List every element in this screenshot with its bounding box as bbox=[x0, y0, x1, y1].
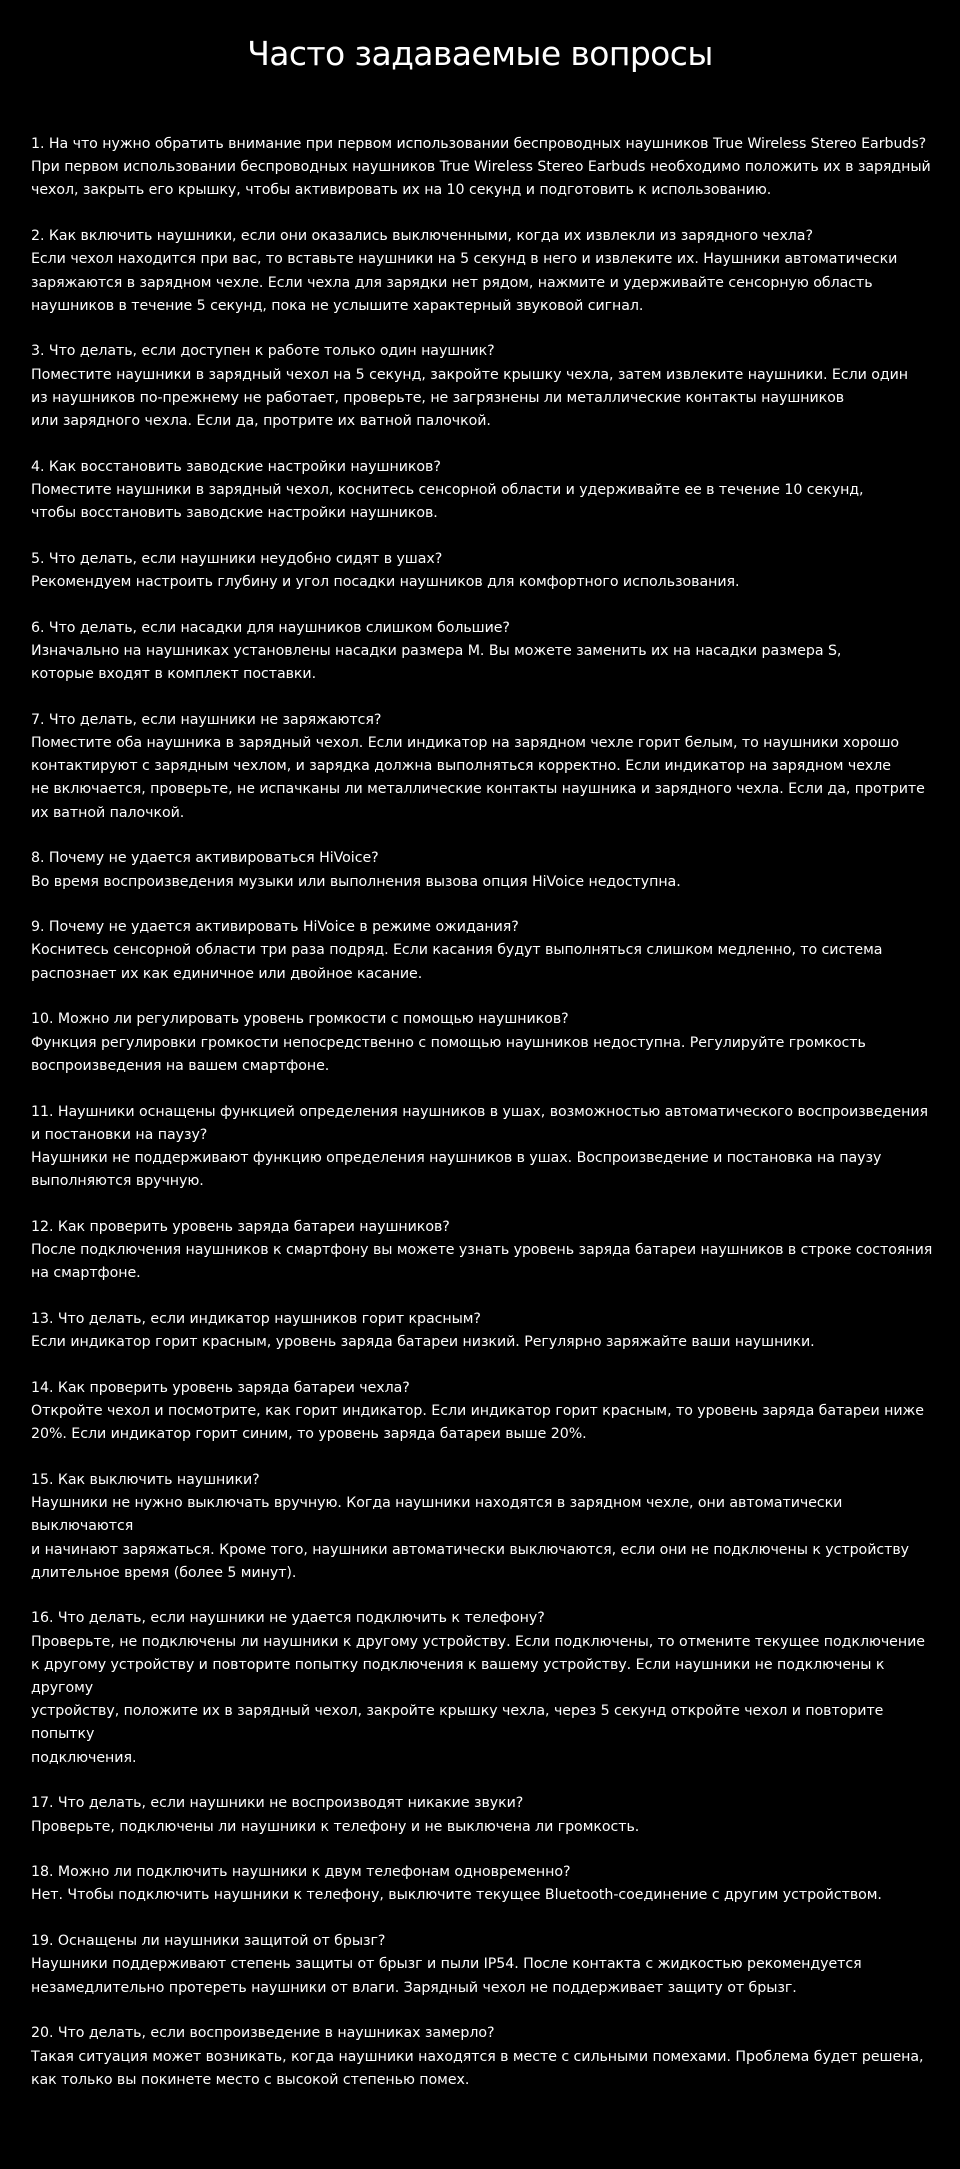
faq-item-18 bbox=[31, 1861, 946, 1907]
faq-answer: Функция регулировки громкости непосредственно с помощью наушников недоступна. Регулируйте громкость воспроизведения на вашем смартфоне. bbox=[31, 1034, 866, 1074]
faq-answer: Проверьте, подключены ли наушники к телефону и не выключена ли громкость. bbox=[31, 1818, 640, 1835]
faq-question: 12. Как проверить уровень заряда батареи наушников? bbox=[31, 1218, 450, 1235]
faq-answer: Наушники поддерживают степень защиты от брызг и пыли IP54. После контакта с жидкостью рекомендуется незамедлительно протереть наушники от влаги. Зарядный чехол не поддерживает защиту от брызг. bbox=[31, 1956, 862, 1996]
faq-item-14 bbox=[31, 1377, 946, 1447]
faq-answer: Наушники не нужно выключать вручную. Когда наушники находятся в зарядном чехле, они автоматически выключаются и начинают заряжаться. Кроме того, наушники автоматически выключаются, если они не подключены к устройству длительное время (более 5 минут). bbox=[31, 1495, 909, 1581]
faq-list bbox=[31, 133, 946, 2114]
faq-item-4 bbox=[31, 456, 946, 526]
faq-item-7 bbox=[31, 709, 946, 825]
faq-answer: Рекомендуем настроить глубину и угол посадки наушников для комфортного использования. bbox=[31, 574, 740, 591]
faq-question: 6. Что делать, если насадки для наушников слишком большие? bbox=[31, 619, 510, 636]
faq-question: 4. Как восстановить заводские настройки наушников? bbox=[31, 458, 441, 475]
faq-answer: Во время воспроизведения музыки или выполнения вызова опция HiVoice недоступна. bbox=[31, 873, 681, 890]
faq-answer: Поместите наушники в зарядный чехол, коснитесь сенсорной области и удерживайте ее в течение 10 секунд, чтобы восстановить заводские настройки наушников. bbox=[31, 481, 864, 522]
faq-item-10 bbox=[31, 1008, 946, 1078]
faq-question: 19. Оснащены ли наушники защитой от брызг? bbox=[31, 1933, 386, 1950]
faq-question: 11. Наушники оснащены функцией определения наушников в ушах, возможностью автоматического воспроизведения и постановки на паузу? bbox=[31, 1103, 928, 1143]
faq-item-13 bbox=[31, 1308, 946, 1354]
faq-item-2 bbox=[31, 225, 946, 318]
faq-question: 3. Что делать, если доступен к работе только один наушник? bbox=[31, 343, 495, 360]
faq-answer: Изначально на наушниках установлены насадки размера M. Вы можете заменить их на насадки размера S, которые входят в комплект поставки. bbox=[31, 642, 842, 683]
faq-item-5 bbox=[31, 548, 946, 594]
faq-question: 17. Что делать, если наушники не воспроизводят никакие звуки? bbox=[31, 1795, 524, 1812]
faq-question: 18. Можно ли подключить наушники к двум телефонам одновременно? bbox=[31, 1864, 571, 1881]
faq-answer: Наушники не поддерживают функцию определения наушников в ушах. Воспроизведение и постановка на паузу выполняются вручную. bbox=[31, 1149, 882, 1190]
faq-item-15 bbox=[31, 1469, 946, 1585]
faq-answer: Если индикатор горит красным, уровень заряда батареи низкий. Регулярно заряжайте ваши наушники. bbox=[31, 1334, 815, 1351]
faq-answer: Поместите наушники в зарядный чехол на 5 секунд, закройте крышку чехла, затем извлеките наушники. Если один из наушников по-прежнему не работает, проверьте, не загрязнены ли металлические контакты наушников или зарядного чехла. Если да, протрите их ватной палочкой. bbox=[31, 366, 909, 430]
faq-question: 20. Что делать, если воспроизведение в наушниках замерло? bbox=[31, 2025, 495, 2042]
faq-item-12 bbox=[31, 1216, 946, 1286]
faq-answer: Поместите оба наушника в зарядный чехол. Если индикатор на зарядном чехле горит белым, то наушники хорошо контактируют с зарядным чехлом, и зарядка должна выполняться корректно. Если индикатор на зарядном чехле не включается, проверьте, не испачканы ли металлические контакты наушника и зарядного чехла. Если да, протрите их ватной палочкой. bbox=[31, 735, 925, 821]
faq-item-3 bbox=[31, 340, 946, 433]
faq-item-20 bbox=[31, 2022, 946, 2092]
faq-question: 15. Как выключить наушники? bbox=[31, 1471, 260, 1488]
faq-item-11 bbox=[31, 1101, 946, 1194]
faq-item-17 bbox=[31, 1792, 946, 1838]
faq-answer: Откройте чехол и посмотрите, как горит индикатор. Если индикатор горит красным, то уровень заряда батареи ниже 20%. Если индикатор горит синим, то уровень заряда батареи выше 20%. bbox=[31, 1403, 924, 1443]
faq-item-6 bbox=[31, 617, 946, 687]
faq-answer: Коснитесь сенсорной области три раза подряд. Если касания будут выполняться слишком медленно, то система распознает их как единичное или двойное касание. bbox=[31, 942, 883, 982]
faq-answer: Проверьте, не подключены ли наушники к другому устройству. Если подключены, то отмените текущее подключение к другому устройству и повторите попытку подключения к вашему устройству. Если наушники не подключены к другому устройству, положите их в зарядный чехол, закройте крышку чехла, через 5 секунд откройте чехол и повторите попытку подключения. bbox=[31, 1633, 925, 1766]
faq-question: 16. Что делать, если наушники не удается подключить к телефону? bbox=[31, 1610, 545, 1627]
faq-item-8 bbox=[31, 847, 946, 893]
faq-question: 8. Почему не удается активироваться HiVoice? bbox=[31, 850, 379, 867]
faq-question: 7. Что делать, если наушники не заряжаются? bbox=[31, 711, 382, 728]
faq-item-9 bbox=[31, 916, 946, 986]
faq-answer: После подключения наушников к смартфону вы можете узнать уровень заряда батареи наушников в строке состояния на смартфоне. bbox=[31, 1242, 933, 1282]
faq-answer: При первом использовании беспроводных наушников True Wireless Stereo Earbuds необходимо положить их в зарядный чехол, закрыть его крышку, чтобы активировать их на 10 секунд и подготовить к использованию. bbox=[31, 159, 931, 199]
faq-question: 1. На что нужно обратить внимание при первом использовании беспроводных наушников True Wireless Stereo Earbuds? bbox=[31, 136, 927, 152]
faq-answer: Если чехол находится при вас, то вставьте наушники на 5 секунд в него и извлеките их. Наушники автоматически заряжаются в зарядном чехле. Если чехла для зарядки нет рядом, нажмите и удерживайте сенсорную область наушников в течение 5 секунд, пока не услышите характерный звуковой сигнал. bbox=[31, 251, 898, 314]
faq-item-19 bbox=[31, 1930, 946, 2000]
faq-question: 13. Что делать, если индикатор наушников горит красным? bbox=[31, 1310, 481, 1327]
faq-question: 2. Как включить наушники, если они оказались выключенными, когда их извлекли из зарядного чехла? bbox=[31, 228, 813, 245]
faq-question: 14. Как проверить уровень заряда батареи чехла? bbox=[31, 1379, 410, 1396]
faq-item-16 bbox=[31, 1607, 946, 1769]
faq-question: 10. Можно ли регулировать уровень громкости с помощью наушников? bbox=[31, 1011, 569, 1028]
page-title: Часто задаваемые вопросы bbox=[247, 34, 713, 73]
faq-item-1 bbox=[31, 133, 946, 203]
faq-question: 9. Почему не удается активировать HiVoice в режиме ожидания? bbox=[31, 919, 519, 936]
faq-question: 5. Что делать, если наушники неудобно сидят в ушах? bbox=[31, 550, 443, 567]
faq-answer: Такая ситуация может возникать, когда наушники находятся в месте с сильными помехами. Проблема будет решена, как только вы покинете место с высокой степенью помех. bbox=[31, 2048, 924, 2088]
faq-answer: Нет. Чтобы подключить наушники к телефону, выключите текущее Bluetooth-соединение с другим устройством. bbox=[31, 1887, 882, 1904]
